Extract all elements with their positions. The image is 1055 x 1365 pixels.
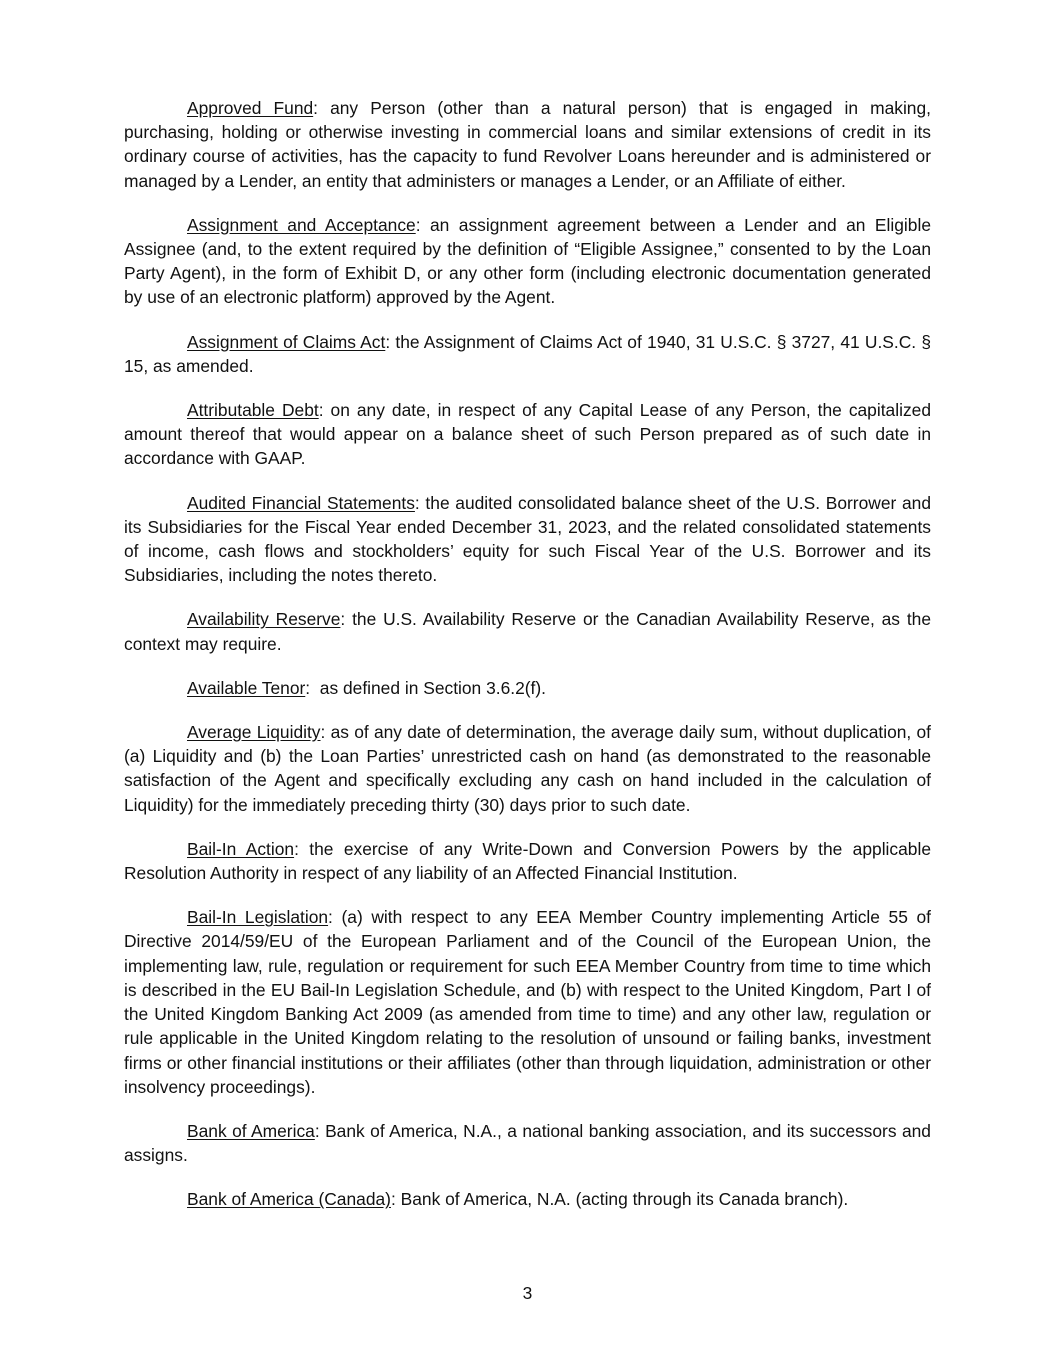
definition-text: : any Person (other than a natural person) that is engaged in making, purchasing, holding or otherwise investing in commercial loans and similar extensions of credit in its ordinary course of activities, has the capacity to fund Revolver Loans hereunder and is administered or managed by a Lender, an entity that administers or manages a Lender, or an Affiliate of either. bbox=[124, 98, 931, 191]
defined-term: Average Liquidity bbox=[187, 722, 321, 743]
defined-term: Audited Financial Statements bbox=[187, 492, 415, 513]
definition-text: : (a) with respect to any EEA Member Country implementing Article 55 of Directive 2014/59/EU of the European Parliament and of the Council of the European Union, the implementing law, rule, regulation or requirement for such EEA Member Country from time to time which is described in the EU Bail-In Legislation Schedule, and (b) with respect to the United Kingdom, Part I of the United Kingdom Banking Act 2009 (as amended from time to time) and any other law, regulation or rule applicable in the United Kingdom relating to the resolution of unsound or failing banks, investment firms or other financial institutions or their affiliates (other than through liquidation, administration or other insolvency proceedings). bbox=[124, 907, 931, 1097]
definition-text: : the audited consolidated balance sheet of the U.S. Borrower and its Subsidiaries for the Fiscal Year ended December 31, 2023, and the related consolidated statements of income, cash flows and stockholders’ equity for such Fiscal Year of the U.S. Borrower and its Subsidiaries, including the notes thereto. bbox=[124, 492, 931, 586]
definition-text: : on any date, in respect of any Capital Lease of any Person, the capitalized amount thereof that would appear on a balance sheet of such Person prepared as of such date in accordance with GAAP. bbox=[124, 400, 931, 469]
defined-term: Bank of America (Canada) bbox=[187, 1189, 391, 1210]
definition-bail-in-action bbox=[124, 837, 931, 885]
defined-term: Availability Reserve bbox=[187, 609, 341, 630]
definition-attributable-debt bbox=[124, 398, 931, 471]
definition-average-liquidity bbox=[124, 720, 931, 817]
defined-term: Bank of America bbox=[187, 1120, 315, 1141]
defined-term: Attributable Debt bbox=[187, 400, 319, 421]
definition-text: : an assignment agreement between a Lender and an Eligible Assignee (and, to the extent required by the definition of “Eligible Assignee,” consented to by the Loan Party Agent), in the form of Exhibit D, or any other form (including electronic documentation generated by use of an electronic platform) approved by the Agent. bbox=[124, 214, 931, 308]
definition-assignment-and-acceptance bbox=[124, 213, 931, 310]
definition-availability-reserve bbox=[124, 607, 931, 655]
defined-term: Available Tenor bbox=[187, 677, 306, 698]
definition-text: : the U.S. Availability Reserve or the Canadian Availability Reserve, as the context may require. bbox=[124, 609, 931, 654]
definition-audited-financial-statements bbox=[124, 491, 931, 588]
definition-text: : Bank of America, N.A., a national banking association, and its successors and assigns. bbox=[124, 1120, 931, 1166]
definition-assignment-of-claims-act bbox=[124, 330, 931, 378]
definition-bail-in-legislation bbox=[124, 905, 931, 1099]
definition-text: : Bank of America, N.A. (acting through its Canada branch). bbox=[390, 1189, 849, 1210]
definition-text: : the exercise of any Write-Down and Conversion Powers by the applicable Resolution Authority in respect of any liability of an Affected Financial Institution. bbox=[124, 838, 931, 884]
definition-text: : the Assignment of Claims Act of 1940, 31 U.S.C. § 3727, 41 U.S.C. § 15, as amended. bbox=[124, 331, 931, 376]
defined-term: Bail-In Action bbox=[187, 838, 295, 859]
page-number: 3 bbox=[522, 1283, 533, 1303]
defined-term: Approved Fund bbox=[187, 98, 314, 118]
definition-bank-of-america-canada bbox=[124, 1187, 931, 1211]
defined-term: Assignment and Acceptance bbox=[187, 214, 416, 235]
definition-available-tenor bbox=[124, 676, 931, 700]
definition-approved-fund bbox=[124, 96, 931, 193]
definition-text: : as of any date of determination, the average daily sum, without duplication, of (a) Liquidity and (b) the Loan Parties’ unrestricted cash on hand (as demonstrated to the reasonable satisfaction of the Agent and specifically excluding any cash on hand included in the calculation of Liquidity) for the immediately preceding thirty (30) days prior to such date. bbox=[124, 722, 931, 815]
defined-term: Assignment of Claims Act bbox=[187, 331, 386, 352]
document-page bbox=[124, 96, 931, 1232]
defined-term: Bail-In Legislation bbox=[187, 907, 329, 928]
definition-text: : as defined in Section 3.6.2(f). bbox=[305, 677, 546, 698]
definition-bank-of-america bbox=[124, 1119, 931, 1167]
